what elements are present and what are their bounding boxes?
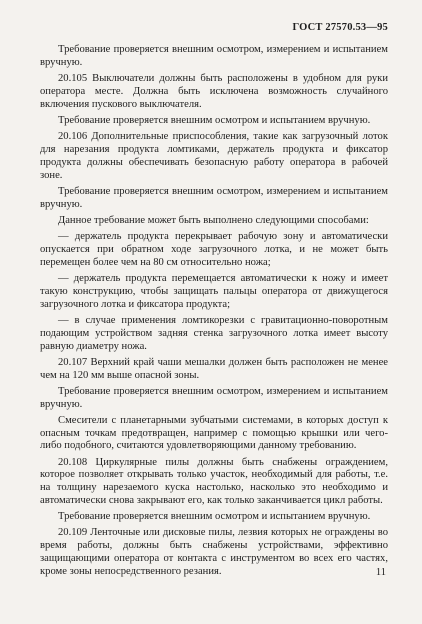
paragraph: Требование проверяется внешним осмотром и испытанием вручную. xyxy=(58,511,371,523)
clause-20-109: 20.109 Ленточные или дисковые пилы, лезвия которых не ограждены во время работы, должны быть снабжены устройствами, эффективно защищающими оператора от контакта с инструментом во всех его частях, кроме зоны непосредственного резания. xyxy=(40,527,388,578)
paragraph: Данное требование может быть выполнено следующими способами: xyxy=(58,214,369,226)
list-item: — держатель продукта перемещается автоматически к ножу и имеет такую конструкцию, чтобы защищать пальцы оператора от движущегося загрузочного лотка и фиксатора продукта; xyxy=(40,272,388,310)
clause-20-105: 20.105 Выключатели должны быть расположены в удобном для руки оператора месте. Должна быть исключена возможность случайного включения пускового выключателя. xyxy=(40,73,388,110)
standard-header: ГОСТ 27570.53—95 xyxy=(292,22,388,33)
list-item: — в случае применения ломтикорезки с гравитационно-поворотным подающим устройством задняя стенка загрузочного лотка имеет высоту равную диаметру ножа. xyxy=(40,314,388,352)
paragraph: Смесители с планетарными зубчатыми системами, в которых доступ к опасным точкам предотвращен, например с помощью крышки или чего-либо подобного, считаются удовлетворяющими данному требованию. xyxy=(40,414,388,452)
page-body xyxy=(40,44,388,582)
list-item: — держатель продукта перекрывает рабочую зону и автоматически опускается при обратном ходе загрузочного лотка, и не может быть перемещен более чем на 80 см относительно ножа; xyxy=(40,230,388,268)
paragraph: Требование проверяется внешним осмотром, измерением и испытанием вручную. xyxy=(40,385,388,410)
page-number: 11 xyxy=(375,567,386,578)
clause-20-108: 20.108 Циркулярные пилы должны быть снабжены ограждением, которое позволяет открывать только участок, необходимый для работы, т.е. на толщину нарезаемого куска настолько, насколько это необходимо и автоматически снова закрывают его, как только заканчивается цикл работы. xyxy=(40,456,388,507)
clause-20-106: 20.106 Дополнительные приспособления, такие как загрузочный лоток для нарезания продукта ломтиками, держатель продукта и фиксатор продукта должны обеспечивать безопасную работу оператора в рабочей зоне. xyxy=(40,131,388,181)
clause-20-107: 20.107 Верхний край чаши мешалки должен быть расположен не менее чем на 120 мм выше опасной зоны. xyxy=(40,356,388,381)
paragraph: Требование проверяется внешним осмотром и испытанием вручную. xyxy=(58,114,371,126)
paragraph: Требование проверяется внешним осмотром, измерением и испытанием вручную. xyxy=(40,185,388,210)
paragraph: Требование проверяется внешним осмотром, измерением и испытанием вручную. xyxy=(40,44,388,68)
